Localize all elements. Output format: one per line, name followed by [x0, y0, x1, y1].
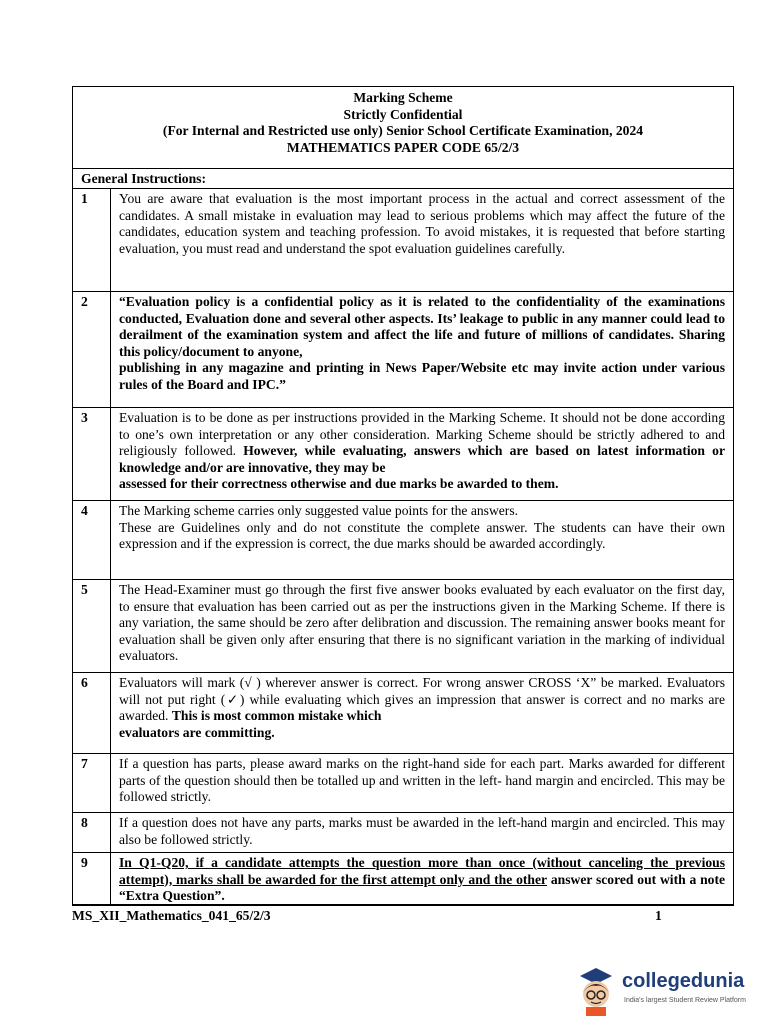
header-confidential: Strictly Confidential [343, 106, 463, 122]
instruction-number: 2 [73, 292, 111, 407]
instruction-underlined-text: In Q1-Q20, if a candidate attempts the question more than once (without canceling the previous attempt), marks shall be awarded for the first attempt only and the other [119, 855, 725, 887]
instruction-row-9 [73, 853, 733, 906]
instruction-number: 3 [73, 408, 111, 500]
header-title: Marking Scheme [353, 90, 453, 105]
collegedunia-logo [572, 966, 762, 1016]
instruction-text [111, 501, 733, 579]
instruction-number: 6 [73, 673, 111, 753]
instruction-text: If a question has parts, please award marks on the right-hand side for each part. Marks awarded for different parts of the question should then be totalled up and written in the left- hand margin and encircled. This may be followed strictly. [119, 756, 725, 804]
mascot-icon [572, 966, 618, 1016]
footer-page-number: 1 [655, 908, 662, 923]
instruction-number: 4 [73, 501, 111, 579]
instruction-bold-text: publishing in any magazine and printing in News Paper/Website etc may invite action under various rules of the Board and IPC.” [119, 360, 725, 392]
instruction-row-1 [73, 189, 733, 292]
instruction-text [111, 853, 733, 904]
instruction-plain-text: Evaluators will mark (√ ) wherever answer is correct. For wrong answer CROSS ‘X” be marked. Evaluators will not put right (✓) while evaluating which gives an impression that answer is correct and no marks are awarded. [119, 675, 725, 723]
instruction-plain-text: The Marking scheme carries only suggested value points for the answers. [119, 503, 519, 518]
footer-document-code: MS_XII_Mathematics_041_65/2/3 [72, 908, 271, 923]
instruction-row-8 [73, 813, 733, 853]
instruction-number: 9 [73, 853, 111, 904]
document-header [73, 87, 733, 169]
instruction-plain-text: Evaluation is to be done as per instructions provided in the Marking Scheme. It should not be done according to one’s own interpretation or any other consideration. Marking Scheme should be strictly adhered to and religiously followed. [119, 410, 725, 458]
logo-tagline: India's largest Student Review Platform [624, 997, 746, 1004]
general-instructions-heading: General Instructions: [73, 169, 733, 189]
instruction-text [111, 673, 733, 753]
instruction-row-5 [73, 580, 733, 673]
instruction-bold-text: This is most common mistake which [171, 708, 382, 723]
instruction-row-2 [73, 292, 733, 408]
instruction-number: 7 [73, 754, 111, 812]
instruction-number: 8 [73, 813, 111, 852]
instruction-bold-text: evaluators are committing. [119, 724, 275, 740]
header-exam: (For Internal and Restricted use only) Senior School Certificate Examination, 2024 [162, 123, 644, 138]
instruction-bold-text: answer scored out with a note “Extra Question”. [119, 871, 726, 903]
instruction-text [111, 408, 733, 500]
instruction-number: 1 [73, 189, 111, 291]
instruction-bold-text: assessed for their correctness otherwise and due marks be awarded to them. [119, 476, 559, 491]
logo-wordmark: collegedunia [622, 970, 745, 992]
header-paper-code: MATHEMATICS PAPER CODE 65/2/3 [286, 139, 520, 155]
instruction-text: The Head-Examiner must go through the first five answer books evaluated by each evaluator on the first day, to ensure that evaluation has been carried out as per the instructions given in the Marking Scheme. If there is any variation, the same should be zero after delibration and discussion. The remaining answer books meant for evaluation shall be given only after ensuring that there is no significant variation in the marking of individual evaluators. [119, 582, 725, 663]
instruction-text [111, 292, 733, 407]
instruction-row-3 [73, 408, 733, 501]
instruction-number: 5 [73, 580, 111, 672]
instruction-row-4 [73, 501, 733, 580]
instruction-plain-text: These are Guidelines only and do not constitute the complete answer. The students can have their own expression and if the expression is correct, the due marks should be awarded accordingly. [119, 519, 725, 551]
instruction-row-7 [73, 754, 733, 813]
instruction-text: If a question does not have any parts, marks must be awarded in the left-hand margin and encircled. This may also be followed strictly. [119, 815, 725, 847]
instruction-bold-text: However, while evaluating, answers which are based on latest information or knowledge and/or are innovative, they may be [119, 443, 725, 475]
instructions-table [72, 86, 734, 906]
instruction-row-6 [73, 673, 733, 754]
instruction-text: You are aware that evaluation is the most important process in the actual and correct assessment of the candidates. A small mistake in evaluation may lead to serious problems which may affect the future of the candidates, education system and teaching profession. To avoid mistakes, it is requested that before starting evaluation, you must read and understand the spot evaluation guidelines carefully. [119, 191, 725, 256]
instruction-bold-text: “Evaluation policy is a confidential policy as it is related to the confidentiality of the examinations conducted, Evaluation done and several other aspects. Its’ leakage to public in any manner could lead to derailment of the examination system and affect the life and future of millions of candidates. Sharing this policy/document to anyone, [119, 294, 725, 359]
